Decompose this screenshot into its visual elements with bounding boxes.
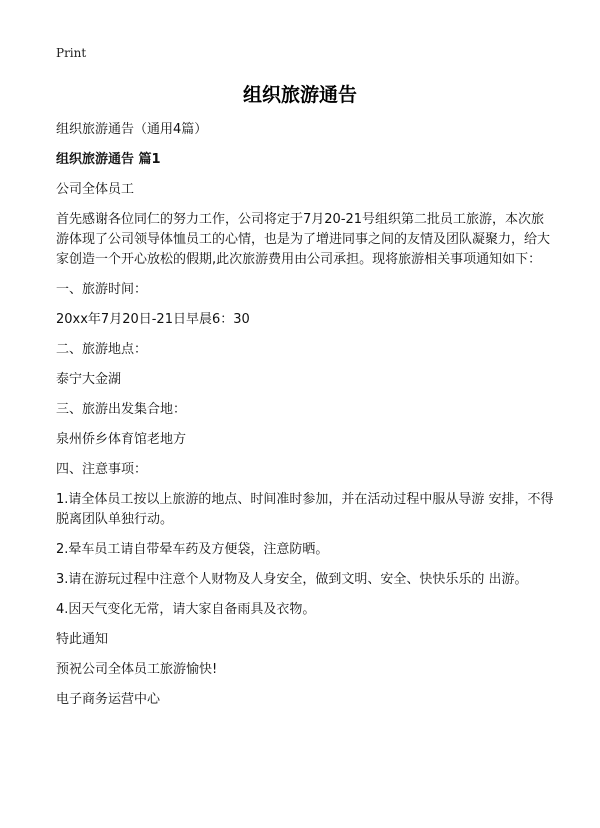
time-label: 一、旅游时间： (56, 282, 148, 297)
recipient-line: 公司全体员工 (56, 182, 135, 197)
note-item: 4.因天气变化无常，请大家自备雨具及衣物。 (56, 602, 316, 617)
place-value: 泰宁大金湖 (56, 372, 122, 387)
closing-line: 特此通知 (56, 632, 109, 647)
wish-line: 预祝公司全体员工旅游愉快! (56, 662, 218, 677)
time-value: 20xx年7月20日-21日早晨6：30 (56, 312, 250, 327)
notes-label: 四、注意事项： (56, 462, 148, 477)
print-label: Print (56, 46, 87, 60)
note-item: 3.请在游玩过程中注意个人财物及人身安全，做到文明、安全、快快乐乐的 出游。 (56, 572, 528, 587)
note-item: 2.晕车员工请自带晕车药及方便袋，注意防晒。 (56, 542, 329, 557)
gather-label: 三、旅游出发集合地： (56, 402, 187, 417)
note-item: 1.请全体员工按以上旅游的地点、时间准时参加，并在活动过程中服从导游 安排，不得脱离团队单独行动。 (56, 492, 554, 527)
document-body (56, 120, 556, 710)
intro-paragraph: 首先感谢各位同仁的努力工作，公司将定于7月20-21号组织第二批员工旅游，本次旅游体现了公司领导体恤员工的心情，也是为了增进同事之间的友情及团队凝聚力，给大家创造一个开心放松的假期,此次旅游费用由公司承担。现将旅游相关事项通知如下： (56, 212, 551, 267)
document-subtitle: 组织旅游通告（通用4篇） (56, 122, 208, 137)
place-label: 二、旅游地点： (56, 342, 148, 357)
signature: 电子商务运营中心 (56, 692, 161, 707)
section-heading: 组织旅游通告 篇1 (56, 152, 161, 167)
gather-value: 泉州侨乡体育馆老地方 (56, 432, 187, 447)
document-title: 组织旅游通告 (242, 84, 357, 106)
